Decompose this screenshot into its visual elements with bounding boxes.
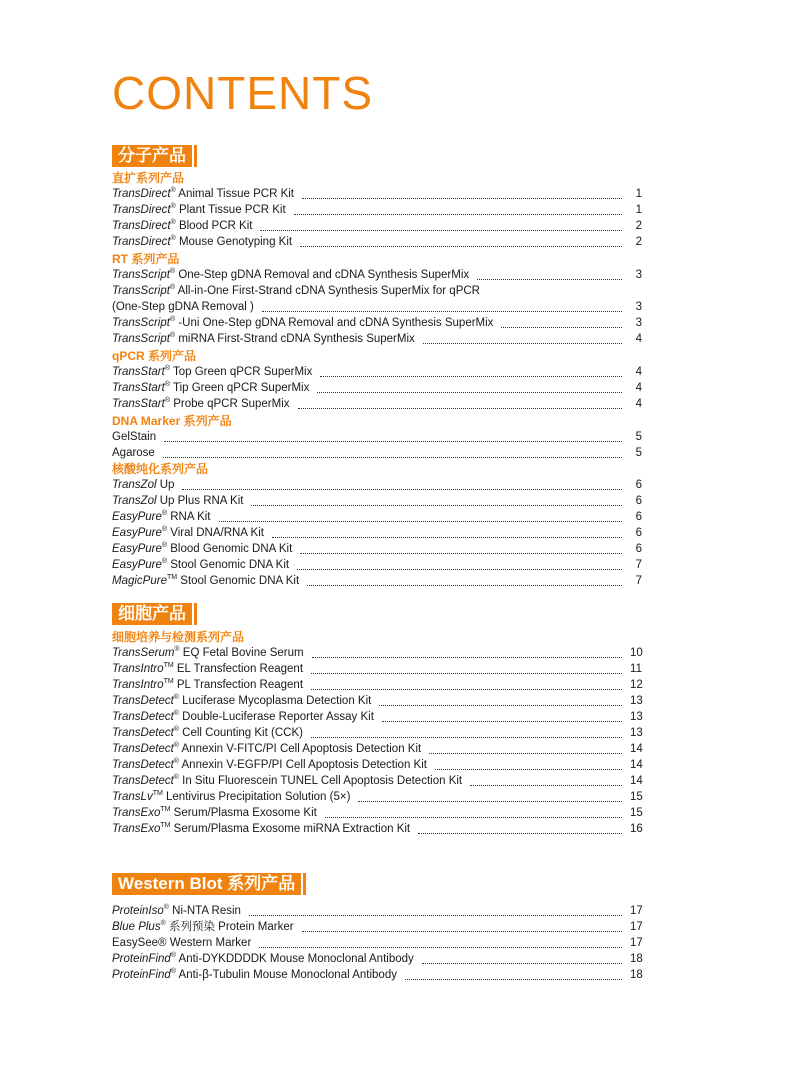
dot-leader <box>470 784 622 786</box>
dot-leader <box>317 391 622 393</box>
page-title: CONTENTS <box>112 67 373 119</box>
toc-entry[interactable] <box>112 935 642 951</box>
page-number: 6 <box>635 479 642 491</box>
dot-leader <box>358 800 622 802</box>
dot-leader <box>300 245 622 247</box>
page-number: 5 <box>635 447 642 459</box>
toc-entry-title: TransZol Up Plus RNA Kit <box>112 495 244 507</box>
toc-entry-title: TransExo™ Serum/Plasma Exosome Kit <box>112 806 317 819</box>
dot-leader <box>163 456 622 458</box>
toc-entry[interactable] <box>112 821 642 837</box>
toc-entry[interactable] <box>112 693 642 709</box>
dot-leader <box>418 832 622 834</box>
dot-leader <box>219 520 623 522</box>
page-number: 6 <box>635 511 642 523</box>
dot-leader <box>379 704 622 706</box>
dot-leader <box>300 552 622 554</box>
dot-leader <box>302 930 622 932</box>
toc-entry-title: TransDetect® Double-Luciferase Reporter Assay Kit <box>112 710 374 723</box>
dot-leader <box>405 978 622 980</box>
toc-entry[interactable] <box>112 645 642 661</box>
toc-entry-title: TransDirect® Plant Tissue PCR Kit <box>112 203 286 216</box>
toc-entry[interactable] <box>112 677 642 693</box>
toc-entry-title: Blue Plus® 系列预染 Protein Marker <box>112 920 294 933</box>
toc-entry-title: GelStain <box>112 431 157 443</box>
toc-entry-title: EasyPure® RNA Kit <box>112 510 211 523</box>
page-number: 7 <box>635 575 642 587</box>
toc-entry[interactable] <box>112 477 642 493</box>
page-number: 4 <box>635 382 642 394</box>
dot-leader <box>260 229 622 231</box>
toc-entry-title: ProteinFind® Anti-DYKDDDDK Mouse Monoclonal Antibody <box>112 952 414 965</box>
toc-entry[interactable] <box>112 396 642 412</box>
toc-entry-title: TransDetect® Cell Counting Kit (CCK) <box>112 726 303 739</box>
page-number: 6 <box>635 495 642 507</box>
category-heading: 细胞培养与检测系列产品 <box>112 630 245 644</box>
page-number: 6 <box>635 543 642 555</box>
dot-leader <box>259 946 622 948</box>
page-number: 10 <box>630 647 643 659</box>
toc-entry[interactable] <box>112 186 642 202</box>
dot-leader <box>501 326 622 328</box>
toc-entry-title: ProteinIso® Ni-NTA Resin <box>112 904 241 917</box>
dot-leader <box>298 407 622 409</box>
toc-entry-title: Agarose <box>112 447 155 459</box>
toc-entry[interactable] <box>112 218 642 234</box>
category-heading: RT 系列产品 <box>112 252 180 266</box>
toc-entry-title: TransIntro™ EL Transfection Reagent <box>112 662 304 675</box>
page-number: 4 <box>635 366 642 378</box>
section-banner-cell: 细胞产品 <box>112 603 192 625</box>
category-heading: qPCR 系列产品 <box>112 349 197 363</box>
dot-leader <box>272 536 622 538</box>
dot-leader <box>382 720 622 722</box>
toc-entry-title: TransScript® miRNA First-Strand cDNA Synthesis SuperMix <box>112 332 415 345</box>
toc-entry[interactable] <box>112 951 642 967</box>
toc-entry[interactable] <box>112 315 642 331</box>
toc-entry[interactable] <box>112 757 642 773</box>
page-number: 5 <box>635 431 642 443</box>
dot-leader <box>311 736 622 738</box>
toc-entry-title: TransDetect® Annexin V-FITC/PI Cell Apoptosis Detection Kit <box>112 742 422 755</box>
page-number: 15 <box>630 791 643 803</box>
toc-entry-title: TransDetect® Luciferase Mycoplasma Detection Kit <box>112 694 372 707</box>
toc-entry[interactable] <box>112 493 642 509</box>
toc-entry-title: EasySee® Western Marker <box>112 937 252 949</box>
dot-leader <box>249 914 622 916</box>
page-number: 1 <box>635 188 642 200</box>
page-number: 16 <box>630 823 643 835</box>
toc-entry[interactable] <box>112 557 642 573</box>
page-number: 13 <box>630 695 643 707</box>
page-number: 14 <box>630 743 643 755</box>
category-heading: DNA Marker 系列产品 <box>112 414 232 428</box>
toc-entry-title: TransExo™ Serum/Plasma Exosome miRNA Extraction Kit <box>112 822 411 835</box>
dot-leader <box>320 375 622 377</box>
dot-leader <box>312 656 622 658</box>
toc-entry-title: TransDetect® In Situ Fluorescein TUNEL Cell Apoptosis Detection Kit <box>112 774 463 787</box>
page-number: 4 <box>635 398 642 410</box>
toc-entry[interactable] <box>112 364 642 380</box>
page-number: 2 <box>635 220 642 232</box>
toc-entry-title: TransDirect® Blood PCR Kit <box>112 219 253 232</box>
toc-entry[interactable] <box>112 789 642 805</box>
toc-entry-title: TransDetect® Annexin V-EGFP/PI Cell Apoptosis Detection Kit <box>112 758 427 771</box>
toc-entry[interactable] <box>112 919 642 935</box>
toc-entry[interactable] <box>112 725 642 741</box>
dot-leader <box>307 584 622 586</box>
toc-entry[interactable] <box>112 541 642 557</box>
toc-entry-title: MagicPure™ Stool Genomic DNA Kit <box>112 574 300 587</box>
toc-entry[interactable] <box>112 903 642 919</box>
section-banner-western-blot: Western Blot 系列产品 <box>112 873 301 895</box>
page-number: 13 <box>630 727 643 739</box>
category-heading: 直扩系列产品 <box>112 171 185 185</box>
toc-entry-title: TransStart® Top Green qPCR SuperMix <box>112 365 313 378</box>
page-number: 2 <box>635 236 642 248</box>
toc-entry-title: TransLv™ Lentivirus Precipitation Solution (5×) <box>112 790 351 803</box>
dot-leader <box>182 488 622 490</box>
dot-leader <box>435 768 622 770</box>
toc-entry-title: TransSerum® EQ Fetal Bovine Serum <box>112 646 304 659</box>
page-number: 3 <box>635 269 642 281</box>
dot-leader <box>325 816 622 818</box>
toc-entry[interactable] <box>112 429 642 445</box>
toc-entry-title: EasyPure® Blood Genomic DNA Kit <box>112 542 293 555</box>
page-number: 1 <box>635 204 642 216</box>
toc-entry-title: (One-Step gDNA Removal ) <box>112 301 254 313</box>
toc-entry[interactable] <box>112 509 642 525</box>
toc-entry[interactable] <box>112 445 642 461</box>
toc-entry[interactable] <box>112 234 642 250</box>
toc-entry-title: TransScript® One-Step gDNA Removal and cDNA Synthesis SuperMix <box>112 268 470 281</box>
toc-entry[interactable] <box>112 202 642 218</box>
page-number: 17 <box>630 937 643 949</box>
toc-entry-title: TransDirect® Mouse Genotyping Kit <box>112 235 293 248</box>
toc-entry[interactable] <box>112 331 642 347</box>
page-number: 12 <box>630 679 643 691</box>
dot-leader <box>251 504 622 506</box>
dot-leader <box>311 688 622 690</box>
dot-leader <box>297 568 622 570</box>
toc-entry[interactable] <box>112 773 642 789</box>
toc-entry-title: TransScript® -Uni One-Step gDNA Removal and cDNA Synthesis SuperMix <box>112 316 494 329</box>
toc-entry-title: EasyPure® Viral DNA/RNA Kit <box>112 526 264 539</box>
page-number: 17 <box>630 921 643 933</box>
page-number: 3 <box>635 317 642 329</box>
toc-entry[interactable] <box>112 299 642 315</box>
dot-leader <box>262 310 622 312</box>
toc-entry-title: TransZol Up <box>112 479 175 491</box>
page-number: 7 <box>635 559 642 571</box>
toc-entry[interactable] <box>112 573 642 589</box>
dot-leader <box>302 197 622 199</box>
page-number: 6 <box>635 527 642 539</box>
category-heading: 核酸纯化系列产品 <box>112 462 209 476</box>
toc-entry[interactable] <box>112 661 642 677</box>
page-number: 3 <box>635 301 642 313</box>
page-number: 14 <box>630 759 643 771</box>
page-number: 18 <box>630 953 643 965</box>
toc-entry[interactable] <box>112 741 642 757</box>
dot-leader <box>477 278 622 280</box>
toc-entry-title: TransDirect® Animal Tissue PCR Kit <box>112 187 294 200</box>
dot-leader <box>423 342 622 344</box>
toc-entry[interactable] <box>112 283 642 299</box>
toc-entry[interactable] <box>112 525 642 541</box>
toc-entry[interactable] <box>112 805 642 821</box>
page-number: 11 <box>630 663 642 675</box>
toc-entry-title: EasyPure® Stool Genomic DNA Kit <box>112 558 290 571</box>
toc-entry-title: TransStart® Probe qPCR SuperMix <box>112 397 290 410</box>
toc-entry[interactable] <box>112 267 642 283</box>
toc-entry[interactable] <box>112 967 642 983</box>
dot-leader <box>422 962 622 964</box>
toc-entry-title: TransScript® All-in-One First-Strand cDNA Synthesis SuperMix for qPCR <box>112 284 480 297</box>
dot-leader <box>311 672 622 674</box>
dot-leader <box>164 440 622 442</box>
page-number: 4 <box>635 333 642 345</box>
dot-leader <box>429 752 622 754</box>
page-number: 18 <box>630 969 643 981</box>
toc-entry-title: TransIntro™ PL Transfection Reagent <box>112 678 304 691</box>
page-number: 15 <box>630 807 643 819</box>
page-number: 14 <box>630 775 643 787</box>
toc-entry[interactable] <box>112 709 642 725</box>
section-banner-molecular: 分子产品 <box>112 145 192 167</box>
dot-leader <box>294 213 622 215</box>
toc-entry-title: ProteinFind® Anti-β-Tubulin Mouse Monoclonal Antibody <box>112 968 397 981</box>
page-number: 17 <box>630 905 643 917</box>
toc-entry-title: TransStart® Tip Green qPCR SuperMix <box>112 381 310 394</box>
toc-entry[interactable] <box>112 380 642 396</box>
page-number: 13 <box>630 711 643 723</box>
